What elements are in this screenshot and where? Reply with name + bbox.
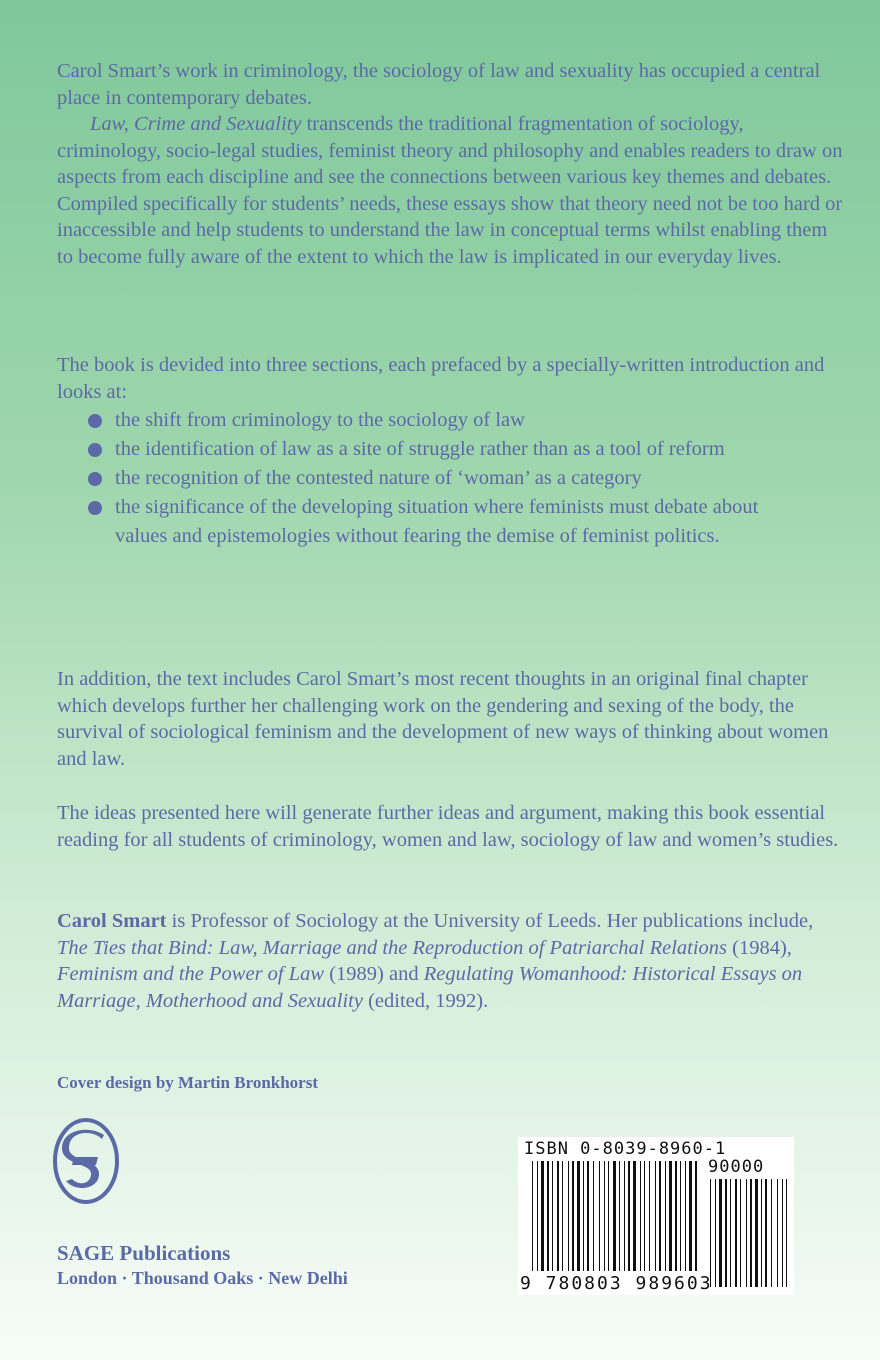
book-title: Law, Crime and Sexuality: [90, 113, 302, 135]
list-item-text: the recognition of the contested nature of ‘woman’ as a category: [115, 467, 642, 489]
barcode-bar: [761, 1179, 762, 1287]
barcode-bar: [562, 1161, 563, 1271]
list-item: [85, 493, 785, 551]
barcode-bar: [730, 1179, 731, 1287]
barcode-bar: [619, 1161, 620, 1271]
barcode-bar: [725, 1179, 727, 1287]
publisher-name: SAGE Publications: [57, 1241, 231, 1265]
barcode-bar: [665, 1161, 666, 1271]
barcode-bar: [633, 1161, 636, 1271]
barcode-bar: [771, 1179, 772, 1287]
barcode-bar: [577, 1161, 580, 1271]
blurb-description: [57, 111, 847, 270]
barcode-bar: [644, 1161, 645, 1271]
barcode-bar: [583, 1161, 584, 1271]
cover-design-credit: Cover design by Martin Bronkhorst: [57, 1073, 319, 1092]
barcode-bar: [765, 1179, 767, 1287]
author-bio-text: (1989) and: [324, 963, 424, 985]
barcode-bar: [746, 1179, 747, 1287]
author-bio: [57, 908, 847, 1014]
barcode-bar: [719, 1179, 722, 1287]
barcode-bar: [624, 1161, 625, 1271]
barcode-bar: [715, 1179, 716, 1287]
barcode-bar: [735, 1179, 737, 1287]
book-title: The Ties that Bind: Law, Marriage and the Reproduction of Patriarchal Relations: [57, 936, 728, 959]
blurb-paragraph-5: The ideas presented here will generate further ideas and argument, making this book essential reading for all students of criminology, women and law, sociology of law and women’s studies.: [57, 802, 839, 851]
price-code: 90000: [708, 1157, 765, 1177]
barcode-bar: [532, 1161, 533, 1271]
barcode-bar: [604, 1161, 605, 1271]
publisher-cities: London · Thousand Oaks · New Delhi: [57, 1268, 348, 1288]
book-title: Regulating Womanhood: Historical Essays on Marriage, Motherhood and Sexuality: [57, 963, 803, 1012]
author-name: Carol Smart: [57, 910, 167, 932]
book-title: Feminism and the Power of Law: [57, 963, 325, 985]
list-item-text: the significance of the developing situation where feminists must debate about values and epistemologies without fearing the demise of feminist politics.: [115, 496, 759, 547]
barcode-bar: [568, 1161, 569, 1271]
barcode-bar: [628, 1161, 630, 1271]
list-item: [85, 406, 785, 435]
barcode-bar: [685, 1161, 686, 1271]
sections-list: [85, 406, 785, 551]
barcode-bar: [680, 1161, 681, 1271]
list-item: [85, 435, 785, 464]
list-item: [85, 464, 785, 493]
barcode-bar: [608, 1161, 609, 1271]
barcode-bar: [669, 1161, 672, 1271]
barcode-bar: [537, 1161, 538, 1271]
barcode-bar: [659, 1161, 661, 1271]
blurb-paragraph-2: [57, 111, 847, 270]
blurb-addition: [57, 666, 847, 772]
barcode-bar: [750, 1179, 752, 1287]
sage-s-logo-icon: [52, 1117, 120, 1205]
isbn-label: ISBN 0-8039-8960-1: [524, 1139, 727, 1159]
barcode-bar: [613, 1161, 616, 1271]
barcode-bar: [655, 1161, 656, 1271]
barcode-bar: [557, 1161, 559, 1271]
blurb-paragraph-4: In addition, the text includes Carol Smart’s most recent thoughts in an original final chapter which develops further her challenging work on the gendering and sexing of the body, the survival of sociological feminism and the development of new ways of thinking about women and law.: [57, 668, 829, 770]
barcode-bar: [695, 1161, 697, 1271]
barcode-bar: [755, 1179, 758, 1287]
barcode-bar: [547, 1161, 549, 1271]
blurb-paragraph-2-text: transcends the traditional fragmentation of sociology, criminology, socio-legal studies, feminist theory and philosophy and enables readers to draw on aspects from each discipline and see the connections between various key themes and debates. Compiled specifically for students’ needs, these essays show that theory need not be too hard or inaccessible and help students to understand the law in conceptual terms whilst enabling them to become fully aware of the extent to which the law is implicated in our everyday lives.: [57, 113, 843, 268]
ean-number: 9 780803 989603: [520, 1273, 713, 1294]
barcode-bar: [710, 1179, 711, 1287]
barcode-bar: [675, 1161, 677, 1271]
bullet-icon: [88, 472, 102, 486]
author-bio-text: (edited, 1992).: [362, 989, 489, 1012]
bullet-icon: [88, 443, 102, 457]
barcode-bar: [593, 1161, 594, 1271]
bullet-icon: [88, 414, 102, 428]
barcode-bar: [777, 1179, 778, 1287]
blurb-paragraph-3: The book is devided into three sections, each prefaced by a specially-written introduction and looks at:: [57, 354, 825, 403]
author-bio-text: (1984),: [727, 936, 792, 959]
barcode-bar: [786, 1179, 787, 1287]
list-item-text: the shift from criminology to the sociology of law: [115, 409, 525, 431]
barcode-bar: [689, 1161, 692, 1271]
barcode: [518, 1137, 794, 1295]
barcode-bar: [649, 1161, 650, 1271]
blurb-conclusion: [57, 800, 847, 853]
bullet-icon: [88, 501, 102, 515]
barcode-bar: [640, 1161, 641, 1271]
barcode-bar: [587, 1161, 589, 1271]
barcode-bar: [572, 1161, 574, 1271]
author-bio-text: is Professor of Sociology at the University of Leeds. Her publications include,: [166, 910, 814, 932]
barcode-bar: [740, 1179, 741, 1287]
blurb-intro: [57, 58, 847, 111]
barcode-bar: [782, 1179, 783, 1287]
author-bio-paragraph: [57, 908, 847, 1014]
barcode-bar: [599, 1161, 600, 1271]
sections-intro: [57, 352, 847, 405]
barcode-bar: [541, 1161, 544, 1271]
barcode-bar: [552, 1161, 553, 1271]
blurb-paragraph-1: Carol Smart’s work in criminology, the sociology of law and sexuality has occupied a central place in contemporary debates.: [57, 60, 821, 109]
list-item-text: the identification of law as a site of struggle rather than as a tool of reform: [115, 438, 725, 460]
